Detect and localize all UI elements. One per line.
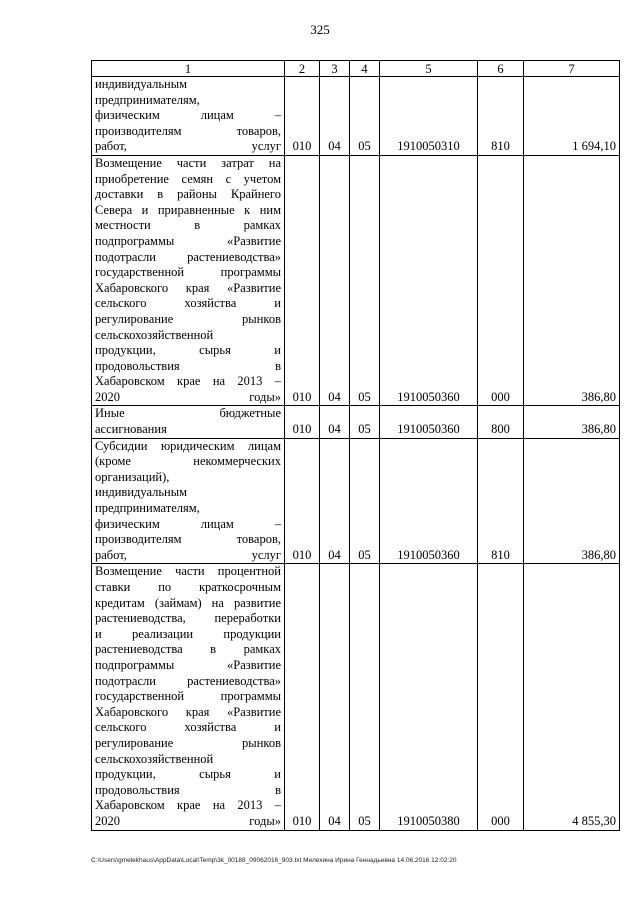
amount-cell: 386,80: [524, 438, 620, 564]
section-code-cell: 04: [320, 564, 350, 830]
section-code-cell: 04: [320, 438, 350, 564]
amount-cell: 386,80: [524, 406, 620, 438]
section-code-cell: 04: [320, 77, 350, 156]
row-name-line: приобретение семян с учетом: [95, 171, 281, 186]
chapter-code-cell: 010: [285, 77, 320, 156]
subsection-code-cell: 05: [350, 77, 380, 156]
target-article-cell: 1910050360: [380, 438, 478, 564]
row-name-line: Возмещение части процентной: [95, 564, 281, 579]
target-article-cell: 1910050310: [380, 77, 478, 156]
row-name-line: предпринимателям,: [95, 92, 200, 107]
table-row: [92, 77, 620, 156]
subsection-code-cell: 05: [350, 155, 380, 406]
row-name-line: регулирование рынков: [95, 311, 281, 326]
file-path-footer: C:\Users\gmelekhaus\AppData\Local\Temp\3k_00188_09062016_903.txt Мелехина Ирина Геннадьевна 14.06.2016 12:02:20: [91, 857, 457, 864]
row-name-line: сельского хозяйства и: [95, 720, 281, 735]
row-name-line: государственной программы: [95, 265, 281, 280]
row-name-line: (кроме некоммерческих: [95, 454, 281, 469]
row-name-line: подотрасли растениеводства»: [95, 249, 281, 264]
row-name-line: растениеводства в рамках: [95, 642, 281, 657]
row-name-line: продукции, сырья и: [95, 767, 281, 782]
row-name-cell: [92, 77, 285, 156]
row-name-line: Хабаровского края «Развитие: [95, 280, 281, 295]
row-name-line: ставки по краткосрочным: [95, 580, 281, 594]
chapter-code-cell: 010: [285, 155, 320, 406]
column-header-3: 3: [320, 61, 350, 77]
row-name-line: Хабаровского края «Развитие: [95, 704, 281, 719]
row-name-line: физическим лицам –: [95, 516, 281, 531]
row-name-line: сельскохозяйственной: [95, 327, 214, 342]
row-name-line: и реализации продукции: [95, 626, 281, 641]
chapter-code-cell: 010: [285, 564, 320, 830]
column-header-5: 5: [380, 61, 478, 77]
row-name-line: продукции, сырья и: [95, 343, 281, 358]
target-article-cell: 1910050360: [380, 406, 478, 438]
section-code-cell: 04: [320, 155, 350, 406]
subsection-code-cell: 05: [350, 438, 380, 564]
row-name-line: ассигнования: [95, 422, 167, 437]
row-name-line: предпринимателям,: [95, 501, 200, 516]
column-header-1: 1: [92, 61, 285, 77]
row-name-line: организаций),: [95, 469, 170, 484]
chapter-code-cell: 010: [285, 406, 320, 438]
row-name-line: доставки в районы Крайнего: [95, 187, 281, 202]
row-name-line: Хабаровском крае на 2013 –: [95, 798, 281, 813]
row-name-line: продовольствия в: [95, 782, 281, 797]
row-name-line: Хабаровском крае на 2013 –: [95, 374, 281, 389]
amount-cell: 4 855,30: [524, 564, 620, 830]
row-name-line: Возмещение части затрат на: [95, 155, 281, 170]
expense-type-cell: 800: [478, 406, 524, 438]
chapter-code-cell: 010: [285, 438, 320, 564]
row-name-line: государственной программы: [95, 689, 281, 704]
row-name-line: кредитам (займам) на развитие: [95, 595, 281, 610]
row-name-line: подпрограммы «Развитие: [95, 233, 281, 248]
row-name-line: работ, услуг: [95, 547, 281, 562]
row-name-line: регулирование рынков: [95, 735, 281, 750]
row-name-line: сельскохозяйственной: [95, 751, 214, 766]
row-name-line: производителям товаров,: [95, 123, 281, 138]
subsection-code-cell: 05: [350, 406, 380, 438]
table-row: [92, 438, 620, 564]
row-name-line: индивидуальным: [95, 485, 188, 500]
table-row: [92, 406, 620, 438]
section-code-cell: 04: [320, 406, 350, 438]
expense-type-cell: 810: [478, 438, 524, 564]
row-name-line: растениеводства, переработки: [95, 611, 281, 626]
amount-cell: 386,80: [524, 155, 620, 406]
subsection-code-cell: 05: [350, 564, 380, 830]
row-name-line: 2020 годы»: [95, 389, 281, 404]
row-name-line: подпрограммы «Развитие: [95, 657, 281, 672]
row-name-line: продовольствия в: [95, 358, 281, 373]
row-name-cell: [92, 406, 285, 438]
row-name-line: местности в рамках: [95, 218, 281, 233]
table-row: [92, 564, 620, 830]
column-header-6: 6: [478, 61, 524, 77]
row-name-line: производителям товаров,: [95, 532, 281, 547]
page-number: 325: [310, 22, 330, 37]
row-name-cell: [92, 155, 285, 406]
column-header-7: 7: [524, 61, 620, 77]
table-header-row: [92, 61, 620, 77]
expense-type-cell: 810: [478, 77, 524, 156]
row-name-line: физическим лицам –: [95, 108, 281, 123]
table-row: [92, 155, 620, 406]
target-article-cell: 1910050380: [380, 564, 478, 830]
row-name-cell: [92, 564, 285, 830]
row-name-cell: [92, 438, 285, 564]
budget-table: [91, 60, 620, 831]
row-name-line: Иные бюджетные: [95, 406, 281, 421]
row-name-line: подотрасли растениеводства»: [95, 673, 281, 688]
row-name-line: работ, услуг: [95, 139, 281, 154]
amount-cell: 1 694,10: [524, 77, 620, 156]
target-article-cell: 1910050360: [380, 155, 478, 406]
table-body: [92, 61, 620, 831]
row-name-line: индивидуальным: [95, 77, 188, 91]
expense-type-cell: 000: [478, 155, 524, 406]
row-name-line: 2020 годы»: [95, 813, 281, 828]
row-name-line: сельского хозяйства и: [95, 296, 281, 311]
row-name-line: Субсидии юридическим лицам: [95, 438, 281, 453]
expense-type-cell: 000: [478, 564, 524, 830]
column-header-4: 4: [350, 61, 380, 77]
row-name-line: Севера и приравненные к ним: [95, 202, 281, 217]
column-header-2: 2: [285, 61, 320, 77]
